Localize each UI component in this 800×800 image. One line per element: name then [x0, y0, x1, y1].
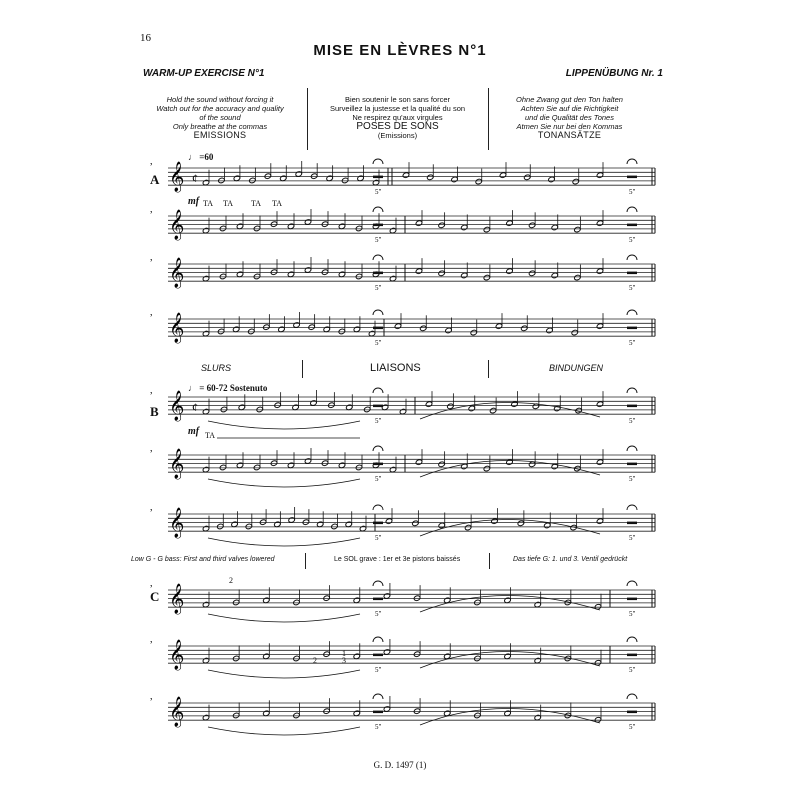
note-head — [323, 708, 330, 714]
fermata-icon — [373, 310, 383, 315]
note-head — [412, 520, 419, 526]
whole-rest — [627, 711, 637, 714]
whole-rest — [627, 327, 637, 330]
note-head — [217, 523, 224, 529]
note-head — [438, 461, 445, 467]
whole-rest — [627, 176, 637, 179]
note-head — [245, 523, 252, 529]
rest-duration-label: 5" — [629, 236, 636, 245]
note-head — [259, 519, 266, 525]
note-head — [220, 406, 227, 412]
slur — [208, 421, 360, 429]
note-head — [470, 329, 477, 335]
note-head — [596, 401, 603, 407]
note-head — [355, 464, 362, 470]
rest-duration-label: 5" — [629, 284, 636, 293]
instruction-line: Ne respirez qu'aux virgules — [352, 113, 443, 122]
note-head — [394, 323, 401, 329]
footer-code: G. D. 1497 (1) — [373, 760, 427, 770]
fermata-icon — [373, 505, 383, 510]
note-head — [596, 518, 603, 524]
rest-duration-label: 5" — [629, 610, 636, 619]
note-head — [232, 655, 239, 661]
note-head — [528, 270, 535, 276]
note-head — [219, 464, 226, 470]
rest-duration-label: 5" — [629, 723, 636, 732]
fermata-icon — [373, 446, 383, 451]
note-head — [544, 522, 551, 528]
note-head — [461, 272, 468, 278]
note-head — [596, 172, 603, 178]
rest-duration-label: 5" — [629, 666, 636, 675]
note-head — [323, 651, 330, 657]
note-head — [574, 226, 581, 232]
header-german: LIPPENÜBUNG Nr. 1 — [565, 68, 663, 79]
fermata-icon — [373, 388, 383, 393]
instruction-line: Hold the sound without forcing it — [166, 95, 274, 104]
note-head — [253, 273, 260, 279]
breath-comma: , — [150, 307, 153, 318]
note-head — [293, 599, 300, 605]
fermata-icon — [627, 255, 637, 260]
note-head — [572, 178, 579, 184]
note-head — [451, 176, 458, 182]
treble-clef-icon: 𝄞 — [169, 210, 185, 240]
note-head — [413, 708, 420, 714]
note-head — [483, 226, 490, 232]
note-head — [475, 178, 482, 184]
note-head — [270, 269, 277, 275]
whole-rest — [373, 176, 383, 179]
rest-duration-label: 5" — [629, 534, 636, 543]
syllable: TA — [251, 199, 262, 208]
slurs-header-german: BINDUNGEN — [549, 363, 604, 373]
breath-comma: , — [150, 204, 153, 215]
note-head — [491, 518, 498, 524]
slur — [420, 402, 600, 419]
fermata-icon — [373, 694, 383, 699]
note-head — [464, 524, 471, 530]
note-head — [263, 324, 270, 330]
whole-rest — [373, 654, 383, 657]
note-head — [483, 274, 490, 280]
breath-comma: , — [150, 578, 153, 589]
note-head — [511, 401, 518, 407]
rest-duration-label: 5" — [629, 475, 636, 484]
note-head — [219, 273, 226, 279]
note-head — [474, 599, 481, 605]
note-head — [506, 268, 513, 274]
note-head — [596, 323, 603, 329]
note-head — [385, 518, 392, 524]
note-head — [524, 174, 531, 180]
rest-duration-label: 5" — [375, 284, 382, 293]
fingering: 2 — [229, 576, 233, 585]
note-head — [571, 329, 578, 335]
slur — [420, 460, 600, 477]
note-head — [483, 465, 490, 471]
note-head — [270, 460, 277, 466]
note-head — [323, 595, 330, 601]
note-head — [415, 220, 422, 226]
note-head — [293, 712, 300, 718]
time-signature: ¢ — [192, 171, 198, 185]
note-head — [521, 325, 528, 331]
rest-duration-label: 5" — [375, 188, 382, 197]
fermata-icon — [627, 694, 637, 699]
treble-clef-icon: 𝄞 — [169, 508, 185, 538]
note-head — [445, 327, 452, 333]
note-head — [248, 328, 255, 334]
low-g-note-english: Low G - G bass: First and third valves lowered — [131, 556, 275, 563]
note-head — [249, 177, 256, 183]
note-head — [413, 651, 420, 657]
note-head — [219, 225, 226, 231]
treble-clef-icon: 𝄞 — [169, 258, 185, 288]
treble-clef-icon: 𝄞 — [169, 697, 185, 727]
tempo-marking-a: ♩ =60 — [188, 152, 214, 162]
breath-comma: , — [150, 502, 153, 513]
note-head — [310, 173, 317, 179]
note-head — [321, 460, 328, 466]
low-g-note-french: Le SOL grave : 1er et 3e pistons baissés — [334, 556, 461, 563]
breath-comma: , — [150, 252, 153, 263]
whole-rest — [373, 327, 383, 330]
note-head — [506, 459, 513, 465]
instruction-heading: POSES DE SONS — [356, 121, 439, 132]
note-head — [355, 225, 362, 231]
breath-comma: , — [150, 443, 153, 454]
note-head — [363, 406, 370, 412]
slur — [208, 614, 360, 622]
treble-clef-icon: 𝄞 — [169, 584, 185, 614]
note-head — [328, 402, 335, 408]
whole-rest — [373, 405, 383, 408]
section-letter-c: C — [150, 589, 160, 604]
note-head — [596, 220, 603, 226]
note-head — [596, 268, 603, 274]
low-g-note-german: Das tiefe G: 1. und 3. Ventil gedrückt — [513, 556, 628, 563]
note-head — [528, 222, 535, 228]
section-letter-b: B — [150, 404, 159, 419]
treble-clef-icon: 𝄞 — [169, 640, 185, 670]
whole-rest — [627, 598, 637, 601]
note-head — [596, 459, 603, 465]
whole-rest — [373, 711, 383, 714]
note-head — [413, 595, 420, 601]
treble-clef-icon: 𝄞 — [169, 391, 185, 421]
whole-rest — [373, 272, 383, 275]
header-english: WARM-UP EXERCISE N°1 — [143, 68, 265, 79]
note-head — [402, 172, 409, 178]
fermata-icon — [373, 207, 383, 212]
note-head — [270, 221, 277, 227]
instruction-line: (Emissions) — [377, 131, 418, 140]
slur — [208, 538, 360, 546]
note-head — [232, 599, 239, 605]
breath-comma: , — [150, 156, 153, 167]
slur — [208, 727, 360, 735]
note-head — [425, 401, 432, 407]
whole-rest — [373, 598, 383, 601]
note-head — [468, 405, 475, 411]
note-head — [499, 172, 506, 178]
note-head — [331, 523, 338, 529]
page-title: MISE EN LÈVRES N°1 — [313, 42, 487, 59]
instruction-line: Surveillez la justesse et la qualité du son — [329, 104, 466, 113]
whole-rest — [627, 522, 637, 525]
fermata-icon — [627, 505, 637, 510]
tempo-marking-b: ♩ = 60-72 Sostenuto — [188, 383, 268, 393]
rest-duration-label: 5" — [375, 723, 382, 732]
fermata-icon — [627, 637, 637, 642]
slurs-header-english: SLURS — [201, 363, 232, 373]
note-head — [338, 328, 345, 334]
instruction-line: Ohne Zwang gut den Ton halten — [516, 95, 623, 104]
rest-duration-label: 5" — [375, 666, 382, 675]
fermata-icon — [373, 159, 383, 164]
instruction-line: of the sound — [199, 113, 241, 122]
fermata-icon — [627, 388, 637, 393]
syllable: TA — [203, 199, 214, 208]
note-head — [415, 268, 422, 274]
note-head — [548, 176, 555, 182]
rest-duration-label: 5" — [629, 339, 636, 348]
fermata-icon — [373, 255, 383, 260]
instruction-line: Watch out for the accuracy and quality — [156, 104, 284, 113]
note-head — [551, 272, 558, 278]
fermata-icon — [627, 310, 637, 315]
note-head — [293, 655, 300, 661]
note-head — [355, 273, 362, 279]
note-head — [217, 328, 224, 334]
note-head — [253, 225, 260, 231]
fingering: 1 3 — [342, 649, 346, 665]
rest-duration-label: 5" — [375, 475, 382, 484]
fermata-icon — [373, 581, 383, 586]
note-head — [232, 712, 239, 718]
note-head — [321, 269, 328, 275]
fermata-icon — [627, 207, 637, 212]
dynamic-marking-b: mf — [188, 426, 200, 437]
note-head — [495, 323, 502, 329]
note-head — [218, 177, 225, 183]
note-head — [517, 520, 524, 526]
note-head — [438, 270, 445, 276]
note-head — [427, 174, 434, 180]
instruction-line: und die Qualität des Tones — [525, 113, 614, 122]
instruction-line: Atmen Sie nur bei den Kommas — [516, 122, 623, 131]
whole-rest — [627, 224, 637, 227]
note-head — [274, 402, 281, 408]
time-signature: ¢ — [192, 400, 198, 414]
note-head — [461, 224, 468, 230]
rest-duration-label: 5" — [375, 610, 382, 619]
treble-clef-icon: 𝄞 — [169, 162, 185, 192]
note-head — [489, 407, 496, 413]
note-head — [321, 221, 328, 227]
fermata-icon — [627, 159, 637, 164]
note-head — [551, 224, 558, 230]
rest-duration-label: 5" — [375, 236, 382, 245]
instruction-heading: TONANSÄTZE — [537, 130, 602, 140]
whole-rest — [627, 405, 637, 408]
fermata-icon — [373, 637, 383, 642]
fermata-icon — [627, 581, 637, 586]
instruction-line: Achten Sie auf die Richtigkeit — [520, 104, 619, 113]
breath-comma: , — [150, 691, 153, 702]
note-head — [415, 459, 422, 465]
rest-duration-label: 5" — [375, 417, 382, 426]
note-head — [474, 655, 481, 661]
note-head — [574, 274, 581, 280]
fingering: 2 — [313, 656, 317, 665]
slurs-header-french: LIAISONS — [370, 362, 421, 374]
note-head — [308, 324, 315, 330]
whole-rest — [373, 522, 383, 525]
instruction-line: Only breathe at the commas — [172, 122, 268, 131]
syllable: TA — [205, 431, 216, 440]
rest-duration-label: 5" — [375, 339, 382, 348]
note-head — [546, 327, 553, 333]
rest-duration-label: 5" — [629, 188, 636, 197]
note-head — [506, 220, 513, 226]
whole-rest — [627, 463, 637, 466]
treble-clef-icon: 𝄞 — [169, 313, 185, 343]
fermata-icon — [627, 446, 637, 451]
instruction-heading: EMISSIONS — [193, 130, 247, 140]
whole-rest — [373, 224, 383, 227]
note-head — [253, 464, 260, 470]
rest-duration-label: 5" — [629, 417, 636, 426]
dynamic-marking-a: mf — [188, 196, 200, 207]
syllable: TA — [272, 199, 283, 208]
note-head — [302, 519, 309, 525]
note-head — [438, 222, 445, 228]
treble-clef-icon: 𝄞 — [169, 449, 185, 479]
instruction-line: Bien soutenir le son sans forcer — [344, 95, 451, 104]
whole-rest — [373, 463, 383, 466]
note-head — [341, 177, 348, 183]
whole-rest — [627, 272, 637, 275]
slur — [420, 519, 600, 536]
note-head — [474, 712, 481, 718]
section-letter-a: A — [150, 172, 160, 187]
note-head — [264, 173, 271, 179]
slur — [208, 670, 360, 678]
breath-comma: , — [150, 634, 153, 645]
whole-rest — [627, 654, 637, 657]
rest-duration-label: 5" — [375, 534, 382, 543]
page-number: 16 — [140, 32, 151, 44]
breath-comma: , — [150, 385, 153, 396]
note-head — [256, 406, 263, 412]
note-head — [420, 325, 427, 331]
slur — [208, 479, 360, 487]
syllable: TA — [223, 199, 234, 208]
